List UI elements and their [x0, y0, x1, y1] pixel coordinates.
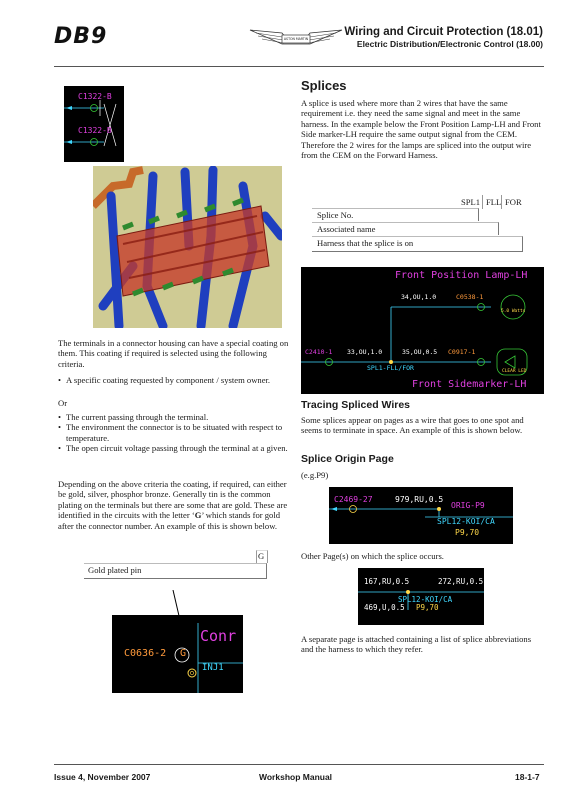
- gold-connector-label: C0636-2: [124, 648, 167, 659]
- footer-issue: Issue 4, November 2007: [54, 772, 151, 782]
- splice-conn-mid: C0917-1: [448, 348, 476, 356]
- list-item: • The open circuit voltage passing through the terminal at a given.: [58, 443, 296, 453]
- splice-key-divider: [501, 195, 502, 209]
- splice-key-label-3: Harness that the splice is on: [317, 238, 414, 248]
- connector-schematic-image: [64, 86, 124, 162]
- origin-splice-label: SPL12-KOI/CA: [437, 517, 495, 526]
- tracing-heading: Tracing Spliced Wires: [301, 399, 411, 411]
- splice-code-spl: SPL1: [461, 197, 481, 207]
- gold-pin-key: [84, 550, 270, 580]
- splice-part-top: 5.0 Watts: [501, 309, 526, 314]
- splice-origin-schematic-image: [329, 487, 513, 544]
- coating-criteria-list-1: [58, 375, 294, 385]
- or-text: Or: [58, 398, 68, 408]
- other-wire-b: 272,RU,0.5: [438, 577, 484, 586]
- footer-manual: Workshop Manual: [259, 772, 333, 782]
- origin-heading: Splice Origin Page: [301, 453, 394, 465]
- splice-key-divider: [482, 195, 483, 209]
- footer-page-number: 18-1-7: [515, 772, 540, 782]
- section-title: Wiring and Circuit Protection (18.01): [344, 26, 543, 38]
- page-header-titles: [344, 26, 543, 49]
- list-item: • The environment the connector is to be situated with respect to temperature.: [58, 422, 296, 443]
- gold-wire-label: INJ1: [202, 663, 224, 673]
- other-splice-label: SPL12-KOI/CA: [398, 595, 453, 604]
- origin-conn: C2469-27: [334, 495, 373, 504]
- tracing-paragraph: Some splices appear on pages as a wire that goes to one spot and seems to terminate in space. An example of this is shown below.: [301, 415, 524, 436]
- section-subtitle: Electric Distribution/Electronic Control (18.00): [356, 39, 543, 49]
- splice-schematic-image: [301, 267, 544, 394]
- gold-pin-letter: G: [180, 648, 187, 659]
- criteria-letter: G: [194, 510, 202, 521]
- key-code: G: [258, 551, 265, 561]
- splice-wire-mid: 35,OU,0.5: [402, 348, 438, 356]
- splice-part-bottom: CLEAR LED: [502, 369, 527, 374]
- brand-name: ASTON MARTIN: [283, 37, 309, 41]
- origin-page-ref: P9,70: [455, 528, 480, 537]
- other-pages-text: Other Page(s) on which the splice occurs.: [301, 551, 444, 561]
- coating-paragraph: The terminals in a connector housing can have a special coating on them. This coating if required is selected using the following criteria.: [58, 338, 289, 369]
- splice-key-label-2: Associated name: [317, 224, 376, 234]
- origin-example: (e.g.P9): [301, 470, 329, 480]
- db9-logo: DB9: [54, 24, 108, 49]
- list-item: • The current passing through the terminal.: [58, 412, 296, 422]
- criteria-text-start: Depending on the above criteria the coating, if required, can either be gold, silver, phosphor bronze. Generally tin is the common plating on the terminals but there are some that are gold. These are identified in the circuits with the letter ‘: [58, 479, 288, 521]
- gold-partial-title: Conr: [200, 627, 237, 645]
- other-page-ref: P9,70: [416, 603, 439, 612]
- splice-diagram-title-bottom: Front Sidemarker-LH: [412, 379, 527, 390]
- splice-key: [312, 195, 528, 253]
- splice-code-fll: FLL: [486, 197, 502, 207]
- aston-martin-wings-logo: [248, 24, 344, 52]
- closing-paragraph: A separate page is attached containing a list of splice abbreviations and the harness to which they refer.: [301, 634, 532, 655]
- splice-conn-left: C2410-1: [305, 348, 333, 356]
- coating-criteria-list-2: [58, 412, 296, 454]
- splices-paragraph: A splice is used where more than 2 wires that have the same requirement i.e. they need the same signal and meet in the same harness. In the example below the Front Position Lamp-LH and Front Side marker-LH require the same output signal from the CEM. Therefore the 2 wires for the lamps are spliced into the output wire from the CEM on the Forward Harness.: [301, 98, 541, 161]
- splice-occurrence-schematic-image: [358, 568, 484, 625]
- other-wire-c: 469,U,0.5: [364, 603, 405, 612]
- splice-wire-top: 34,OU,1.0: [401, 293, 437, 301]
- splice-code-for: FOR: [505, 197, 522, 207]
- footer-divider: [54, 764, 544, 765]
- splices-heading: Splices: [301, 78, 347, 93]
- splice-key-label-1: Splice No.: [317, 210, 354, 220]
- connector-label-top: C1322-B: [78, 92, 112, 101]
- header-divider: [54, 66, 544, 67]
- connector-3d-image: [93, 166, 282, 328]
- splice-diagram-title-top: Front Position Lamp-LH: [395, 270, 528, 281]
- other-wire-a: 167,RU,0.5: [364, 577, 410, 586]
- list-item: • A specific coating requested by component / system owner.: [58, 375, 294, 385]
- gold-pin-schematic-image: [112, 615, 243, 693]
- splice-wire-left: 33,OU,1.0: [347, 348, 383, 356]
- key-label: Gold plated pin: [88, 565, 142, 575]
- origin-orig-label: ORIG-P9: [451, 501, 485, 510]
- connector-label-bottom: C1322-B: [78, 126, 112, 135]
- criteria-paragraph: [58, 479, 296, 531]
- splice-label: SPL1-FLL/FOR: [367, 364, 414, 372]
- splice-conn-top: C0538-1: [456, 293, 484, 301]
- criteria-text-end: ’ which stands for gold after the connector number. An example of this is shown below.: [58, 510, 281, 531]
- origin-wire: 979,RU,0.5: [395, 495, 444, 504]
